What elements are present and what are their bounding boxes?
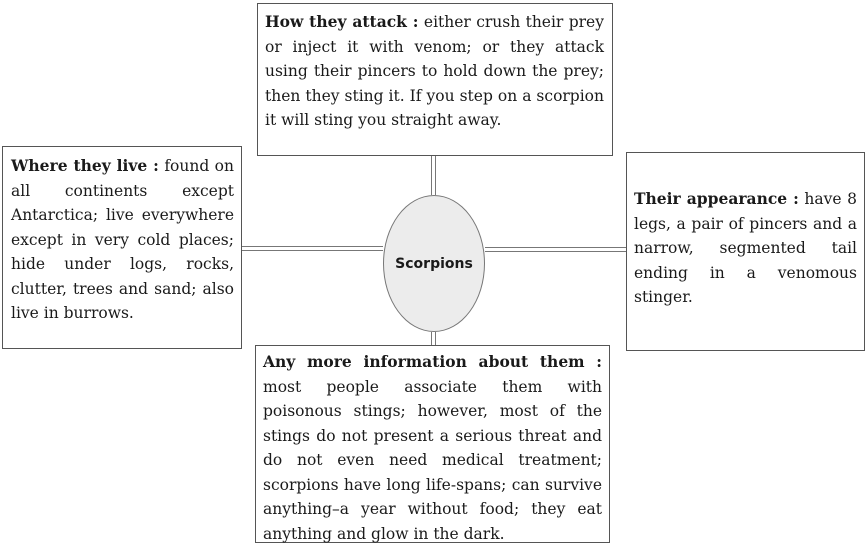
attack-box [257, 3, 613, 156]
more-info-text: most people associate them with poisonous stings; however, most of the stings do not present a serious threat and do not even need medical treatment; scorpions have long life-spans; can survive anything–a year without food; they eat anything and glow in the dark. [263, 377, 602, 543]
more-info-heading: Any more information about them : [263, 352, 602, 371]
habitat-box [2, 146, 242, 349]
attack-heading: How they attack : [265, 12, 419, 31]
appearance-text: have 8 legs, a pair of pincers and a narrow, segmented tail ending in a venomous stinger. [634, 190, 857, 306]
appearance-heading: Their appearance : [634, 189, 799, 208]
connector-bottom [431, 332, 436, 345]
connector-right [485, 247, 626, 252]
connector-left [242, 246, 383, 251]
appearance-box [626, 152, 865, 351]
attack-text: either crush their prey or inject it with venom; or they attack using their pincers to hold down the prey; then they sting it. If you step on a scorpion it will sting you straight away. [265, 13, 604, 129]
connector-top [431, 156, 436, 195]
center-node [383, 195, 485, 332]
habitat-heading: Where they live : [11, 156, 159, 175]
habitat-text: found on all continents except Antarctica; live everywhere except in very cold places; hide under logs, rocks, clutter, trees and sand; also live in burrows. [11, 157, 234, 322]
more-info-box [255, 345, 610, 543]
center-label: Scorpions [395, 255, 473, 272]
